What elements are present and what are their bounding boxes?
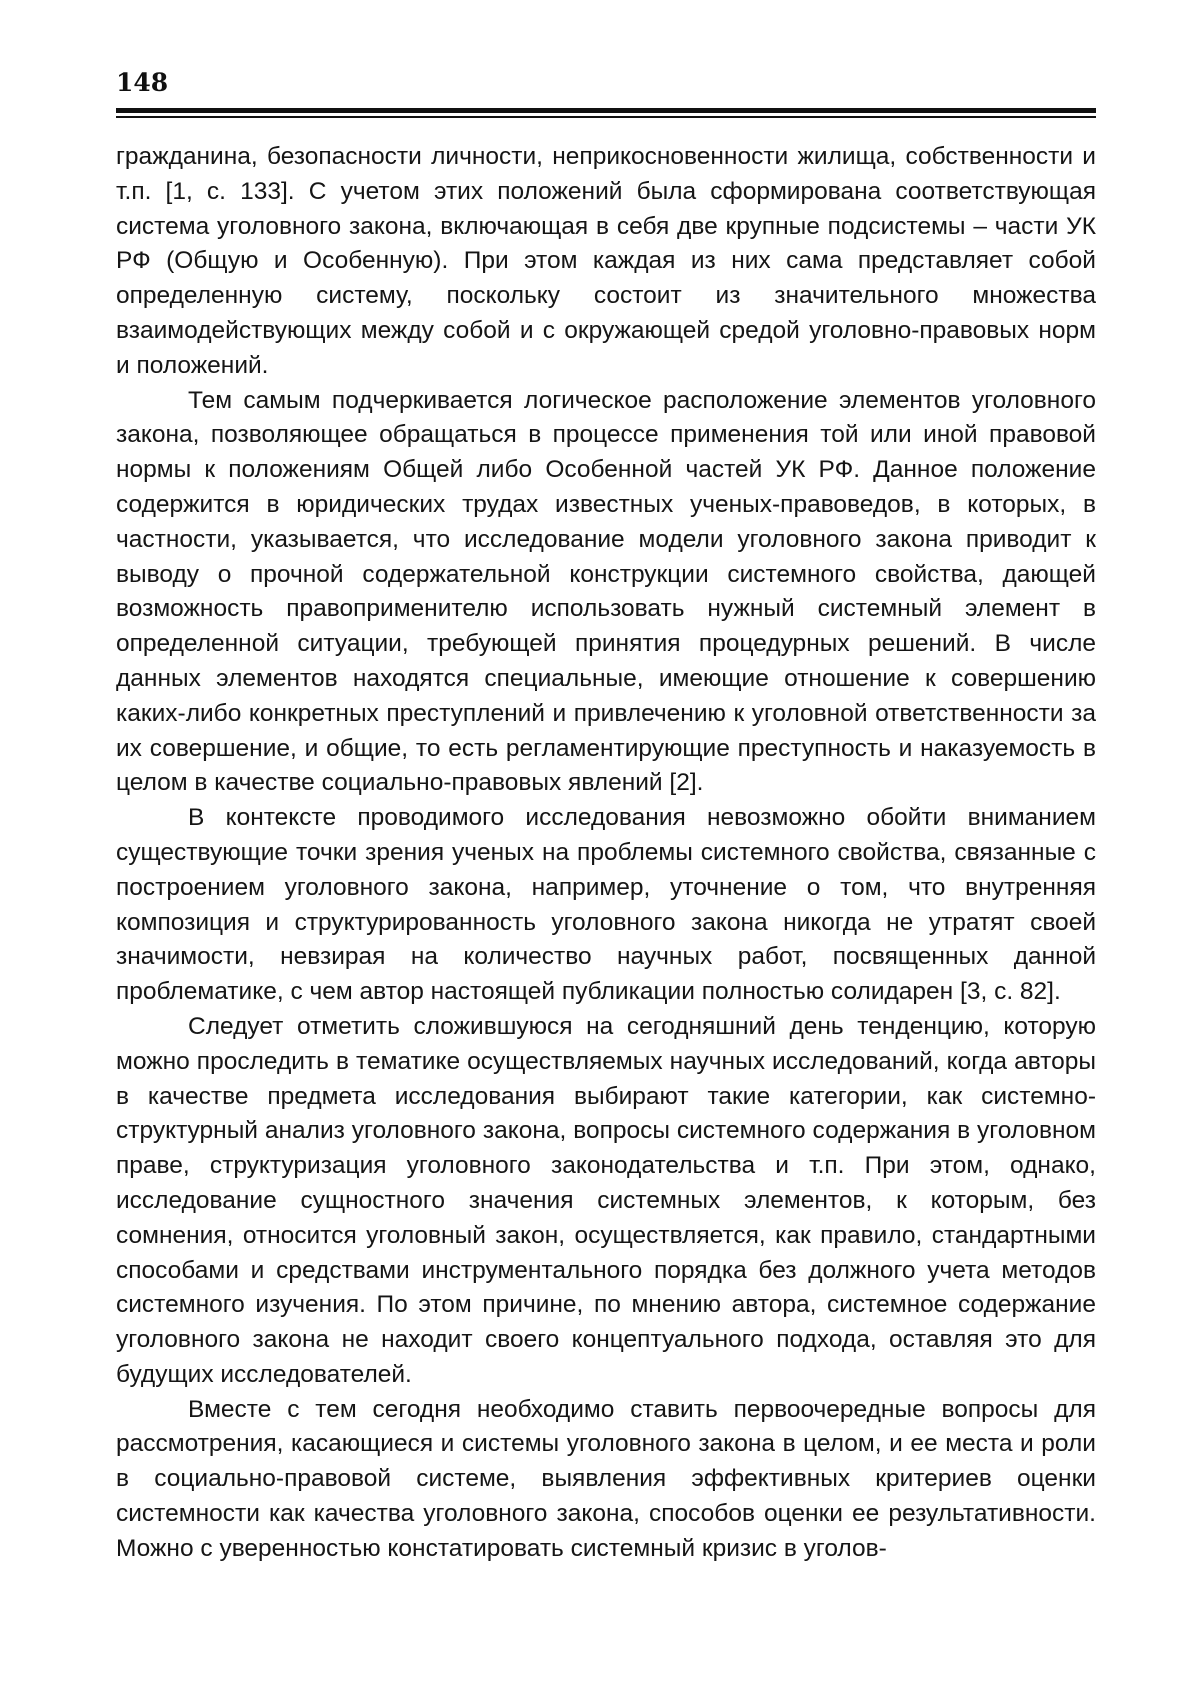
paragraph-2: Тем самым подчеркивается логическое расположение элементов уголовного закона, позволяющее обращаться в процессе применения той или иной правовой нормы к положениям Общей либо Особенной частей УК РФ. Данное положение содержится в юридических трудах известных ученых-правоведов, в которых, в частности, указывается, что исследование модели уголовного закона приводит к выводу о прочной содержательной конструкции системного свойства, дающей возможность правоприменителю использовать нужный системный элемент в определенной ситуации, требующей принятия процедурных решений. В числе данных элементов находятся специальные, имеющие отношение к совершению каких-либо конкретных преступлений и привлечению к уголовной ответственности за их совершение, и общие, то есть регламентирующие преступность и наказуемость в целом в качестве социально-правовых явлений [2].: [116, 386, 1096, 797]
paragraph-4: Следует отметить сложившуюся на сегодняшний день тенденцию, которую можно проследить в тематике осуществляемых научных исследований, когда авторы в качестве предмета исследования выбирают такие категории, как системно-структурный анализ уголовного закона, вопросы системного содержания в уголовном праве, структуризация уголовного законодательства и т.п. При этом, однако, исследование сущностного значения системных элементов, к которым, без сомнения, относится уголовный закон, осуществляется, как правило, стандартными способами и средствами инструментального порядка без должного учета методов системного изучения. По этом причине, по мнению автора, системное содержание уголовного закона не находит своего концептуального подхода, оставляя это для будущих исследователей.: [116, 1012, 1096, 1388]
body-text: [116, 140, 1096, 1567]
paragraph-5: Вместе с тем сегодня необходимо ставить первоочередные вопросы для рассмотрения, касающиеся и системы уголовного закона в целом, и ее места и роли в социально-правовой системе, выявления эффективных критериев оценки системности как качества уголовного закона, способов оценки ее результативности. Можно с уверенностью констатировать системный кризис в уголов-: [116, 1395, 1096, 1562]
header-rule-thin: [116, 116, 1096, 118]
page-number: 148: [116, 68, 169, 97]
paragraph-3: В контексте проводимого исследования невозможно обойти вниманием существующие точки зрения ученых на проблемы системного свойства, связанные с построением уголовного закона, например, уточнение о том, что внутренняя композиция и структурированность уголовного закона никогда не утратят своей значимости, невзирая на количество научных работ, посвященных данной проблематике, с чем автор настоящей публикации полностью солидарен [3, с. 82].: [116, 804, 1096, 1006]
header-rule-thick: [116, 108, 1096, 113]
paragraph-1: гражданина, безопасности личности, неприкосновенности жилища, собственности и т.п. [1, с. 133]. С учетом этих положений была сформирована соответствующая система уголовного закона, включающая в себя две крупные подсистемы – части УК РФ (Общую и Особенную). При этом каждая из них сама представляет собой определенную систему, поскольку состоит из значительного множества взаимодействующих между собой и с окружающей средой уголовно-правовых норм и положений.: [116, 143, 1096, 379]
